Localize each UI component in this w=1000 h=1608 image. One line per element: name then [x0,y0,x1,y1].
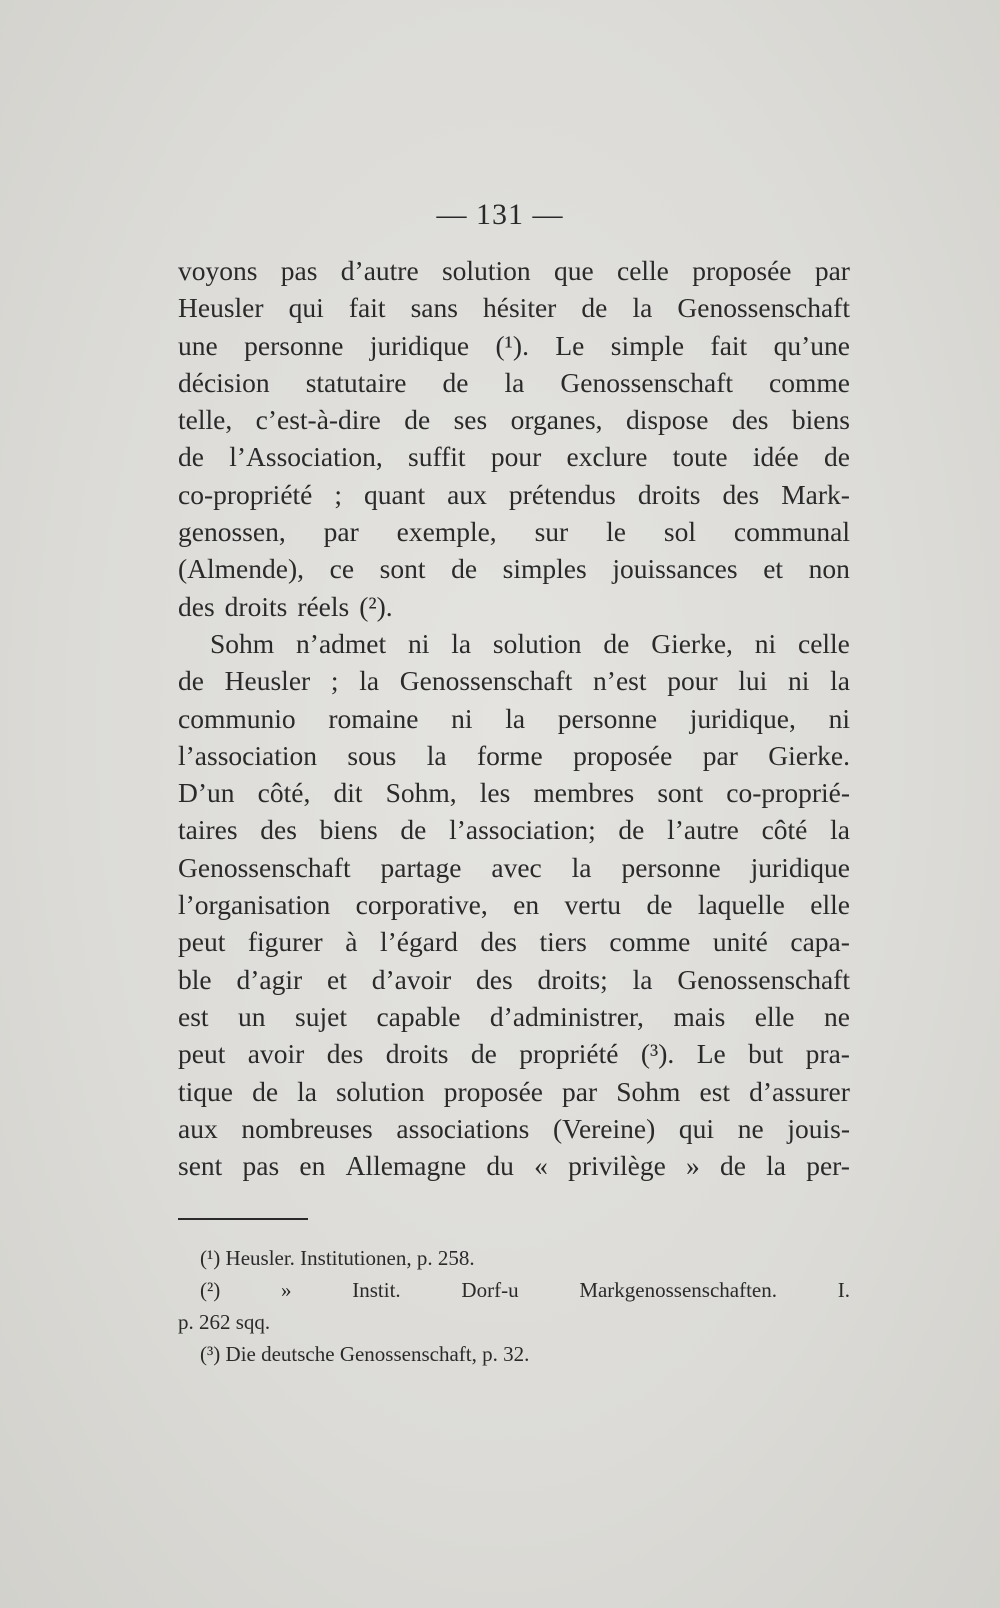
word: (²). [359,590,393,622]
word: par [814,255,850,286]
word: de [581,292,608,324]
text-line [178,252,850,289]
word: Genossenschaft [677,292,850,324]
word: proposée [443,1075,543,1107]
word: pour [490,441,542,473]
word: solution [441,255,531,286]
footnote-separator [178,1218,308,1220]
word: ni [407,627,430,659]
word: jouis- [787,1112,850,1144]
word: droits; [537,963,608,995]
word: associations [396,1112,530,1144]
word: de [470,1038,497,1070]
word: laquelle [697,889,785,921]
word: unité [712,926,768,958]
word: à [345,926,358,958]
word: fait [348,292,386,324]
word: pour [667,665,718,697]
word: personne [621,851,721,883]
word: en [299,1150,326,1182]
word: avoir [247,1038,305,1070]
word: Genossenschaft [677,963,850,995]
word: Heusler [178,292,264,324]
word: exclure [566,441,648,473]
word: celle [616,255,669,286]
word: figurer [247,926,323,958]
word: membres [533,777,635,809]
word: co-proprié- [726,777,850,809]
word: elle [754,1000,795,1032]
word: le [606,516,626,548]
text-line [178,513,850,550]
footnote-word: (²) [200,1278,221,1302]
word: est [699,1075,731,1107]
word: sujet [295,1000,347,1032]
text-line [178,550,850,587]
word: prétendus [508,478,616,510]
text-line [178,1147,850,1184]
word: des [480,926,518,958]
text-line [178,774,850,811]
word: exemple, [396,516,497,548]
word: tiers [539,926,587,958]
word: nombreuses [241,1112,373,1144]
word: de [178,665,204,697]
text-line [178,289,850,326]
word: voyons [178,255,258,286]
word: tique [178,1075,233,1107]
word: (Almende), [178,553,304,585]
word: les [479,777,511,809]
word: sont [657,777,704,809]
word: ses [453,404,488,436]
word: l’autre [667,814,739,846]
word: c’est-à-dire [255,404,381,436]
word: ni [451,702,473,734]
word: des [731,404,769,436]
text-line [178,401,850,438]
word: Mark- [781,478,850,510]
word: la [571,851,592,883]
page-number: — 131 — [436,198,564,231]
text-line [178,625,850,662]
word: de [404,404,431,436]
word: d’autre [340,255,419,286]
word: en [513,889,540,921]
word: D’un [178,777,235,809]
text-line [178,1073,850,1110]
word: comme [769,366,850,398]
word: telle, [178,404,233,436]
word: et [763,553,784,585]
word: la [505,702,526,734]
word: sous [347,739,397,771]
word: proposée [692,255,792,286]
word: juridique [369,329,470,361]
word: pas [242,1150,280,1182]
word: avec [491,851,542,883]
word: solution [336,1075,425,1107]
word: peut [178,1038,226,1070]
word: mais [673,1000,726,1032]
word: de [178,441,204,473]
footnote-word: I. [837,1278,850,1302]
word: romaine [328,702,419,734]
word: ne [737,1112,764,1144]
word: l’égard [379,926,458,958]
word: Gierke, [651,627,733,659]
word: n’est [593,665,647,697]
word: l’association; [449,814,596,846]
text-line [178,438,850,475]
footnote-word: Instit. [352,1278,401,1302]
word: juridique [750,851,850,883]
word: toute [672,441,728,473]
word: des [260,814,297,846]
word: la [830,814,850,846]
word: capable [376,1000,461,1032]
word: suffit [408,441,466,473]
word: est [178,1000,209,1032]
word: proposée [573,739,673,771]
word: solution [492,627,582,659]
word: la [451,627,472,659]
word: » [686,1150,700,1182]
word: de [823,441,850,473]
text-line [178,1110,850,1147]
word: communal [733,516,850,548]
word: ; [330,665,339,697]
word: l’association [178,739,317,771]
text-line [178,700,850,737]
word: « [534,1150,548,1182]
text-line [178,998,850,1035]
word: Gierke. [768,739,850,771]
word: la [504,366,525,398]
word: ni [828,702,850,734]
word: et [327,963,347,995]
word: aux [447,478,487,510]
word: Sohm [210,627,275,659]
word: personne [244,329,344,361]
word: l’organisation [178,889,331,921]
word: fait [710,329,748,361]
word: simples [502,553,587,585]
word: aux [178,1112,218,1144]
word: communio [178,702,296,734]
word: Genossenschaft [560,366,733,398]
text-line [178,923,850,960]
word: de [442,366,469,398]
word: sol [663,516,696,548]
text-line [178,886,850,923]
word: statutaire [305,366,407,398]
footnote-2 [178,1274,850,1306]
word: ne [823,1000,850,1032]
word: sont [379,553,426,585]
word: sent [178,1150,223,1182]
word: capa- [790,926,850,958]
word: de [618,814,645,846]
word: personne [557,702,658,734]
text-line [178,588,850,625]
text-line [178,364,850,401]
word: genossen, [178,516,286,548]
footnotes [178,1242,850,1370]
word: la [297,1075,317,1107]
word: de [603,627,630,659]
word: (Vereine) [552,1112,656,1144]
word: Le [555,329,585,361]
word: par [702,739,738,771]
word: la [632,292,653,324]
text-line [178,811,850,848]
text-line [178,849,850,886]
word: une [178,329,218,361]
word: dit [333,777,363,809]
footnote-3: (³) Die deutsche Genossenschaft, p. 32. [200,1342,530,1366]
word: un [238,1000,266,1032]
word: privilège [568,1150,666,1182]
word: juridique, [689,702,796,734]
word: ni [788,665,810,697]
word: pra- [805,1038,850,1070]
word: que [553,255,594,286]
word: droits [385,1038,449,1070]
word: ; [334,478,343,510]
word: côté [761,814,808,846]
word: de [451,553,478,585]
footnote-word: Markgenossenschaften. [579,1278,777,1302]
word: forme [476,739,543,771]
word: Genossenschaft [178,851,351,883]
word: Allemagne [345,1150,467,1182]
word: ce [329,553,355,585]
body-text [178,252,850,1184]
word: la [426,739,447,771]
word: de [719,1150,746,1182]
text-line [178,476,850,513]
word: de [252,1075,279,1107]
word: de [400,814,427,846]
word: d’avoir [371,963,452,995]
word: de [646,889,673,921]
word: côté, [257,777,311,809]
word: corporative, [355,889,488,921]
word: Heusler [224,665,311,697]
word: d’agir [236,963,303,995]
word: sans [410,292,458,324]
word: ble [178,963,212,995]
word: simple [610,329,685,361]
word: des [178,590,215,622]
word: droits [224,590,288,622]
footnote-word: Dorf-u [461,1278,519,1302]
word: la [359,665,380,697]
word: sur [534,516,569,548]
word: d’administrer, [489,1000,644,1032]
word: elle [810,889,850,921]
word: per- [806,1150,850,1182]
word: peut [178,926,226,958]
word: du [486,1150,514,1182]
footnote-word: » [281,1278,292,1302]
text-line [178,961,850,998]
word: hésiter [483,292,557,324]
word: lui [738,665,768,697]
word: biens [319,814,378,846]
word: droits [637,478,701,510]
word: dispose [625,404,709,436]
text-line [178,327,850,364]
word: d’assurer [749,1075,850,1107]
word: vertu [564,889,622,921]
word: la [632,963,653,995]
word: par [562,1075,598,1107]
word: biens [791,404,850,436]
word: qui [678,1112,715,1144]
word: n’admet [296,627,387,659]
word: ni [754,627,777,659]
word: taires [178,814,238,846]
word: la [830,665,850,697]
word: co-propriété [178,478,313,510]
word: propriété [519,1038,619,1070]
word: l’Association, [229,441,383,473]
word: organes, [510,404,603,436]
text-line [178,737,850,774]
word: but [748,1038,784,1070]
word: Genossenschaft [399,665,573,697]
word: par [323,516,359,548]
word: des [326,1038,364,1070]
word: jouissances [612,553,738,585]
word: partage [380,851,462,883]
footnote-1: (¹) Heusler. Institutionen, p. 258. [200,1246,475,1270]
word: non [808,553,850,585]
word: la [766,1150,787,1182]
word: qui [288,292,324,324]
word: des [476,963,513,995]
word: quant [364,478,426,510]
word: Le [696,1038,726,1070]
word: pas [280,255,318,286]
word: décision [178,366,270,398]
word: qu’une [773,329,850,361]
word: réels [297,590,350,622]
word: comme [609,926,691,958]
word: idée [752,441,799,473]
text-line [178,662,850,699]
footnote-2-continuation: p. 262 sqq. [178,1310,271,1334]
word: (¹). [495,329,529,361]
word: (³). [640,1038,675,1070]
word: celle [797,627,850,659]
text-line [178,1035,850,1072]
word: Sohm [616,1075,681,1107]
word: Sohm, [385,777,457,809]
word: des [722,478,760,510]
